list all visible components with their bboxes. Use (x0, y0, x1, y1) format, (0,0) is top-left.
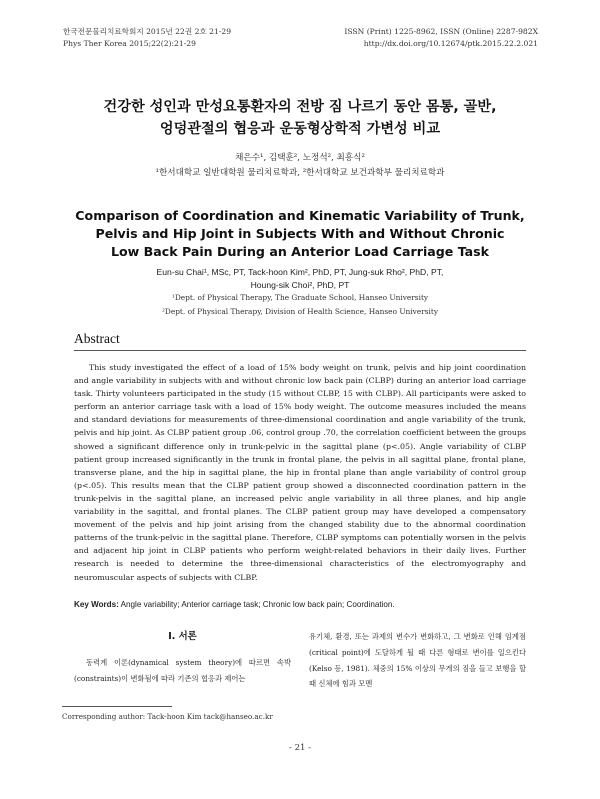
journal-citation-en: Phys Ther Korea 2015;22(2):21-29 (63, 39, 196, 48)
english-title-line: Comparison of Coordination and Kinematic Variability of Trunk, (75, 208, 525, 223)
english-authors-line: Houng-sik Choi², PhD, PT (250, 280, 350, 290)
english-authors-line: Eun-su Chai¹, MSc, PT, Tack-hoon Kim², PhD, PT, Jung-suk Rho², PhD, PT, (156, 267, 444, 277)
section-heading-introduction: Ⅰ. 서론 (168, 631, 197, 642)
journal-header-left (63, 26, 231, 50)
keywords-label: Key Words: (74, 600, 119, 609)
abstract-heading: Abstract (74, 331, 120, 346)
english-title-line: Pelvis and Hip Joint in Subjects With and Without Chronic (95, 226, 505, 241)
doi-link[interactable]: http://dx.doi.org/10.12674/ptk.2015.22.2.021 (363, 39, 538, 48)
corresponding-author-footnote: Corresponding author: Tack-hoon Kim tack@hanseo.ac.kr (62, 712, 273, 721)
affiliation-line: ²Dept. of Physical Therapy, Division of Health Science, Hanseo University (161, 307, 439, 316)
korean-author-block (40, 151, 560, 181)
keywords (74, 598, 526, 611)
intro-right-paragraph: 유기체, 환경, 또는 과제의 변수가 변화하고, 그 변화로 인해 임계점(critical point)에 도달하게 될 때 다른 형태로 변이를 일으킨다(Kelso 등, 1981). 체중의 15% 이상의 무게의 짐을 들고 보행을 할 때 신체에 힘과 모멘 (309, 632, 526, 689)
issn-text: ISSN (Print) 1225-8962, ISSN (Online) 2287-982X (344, 27, 538, 36)
page-number: - 21 - (289, 743, 311, 753)
affiliation-line: ¹Dept. of Physical Therapy, The Graduate School, Hanseo University (171, 293, 429, 302)
intro-left-paragraph: 동력계 이론(dynamical system theory)에 따르면 속박(constraints)이 변화됨에 따라 기존의 협응과 제어는 (74, 658, 291, 683)
korean-title-line: 건강한 성인과 만성요통환자의 전방 짐 나르기 동안 몸통, 골반, (103, 99, 497, 115)
english-authors (40, 266, 560, 292)
keywords-text: Angle variability; Anterior carriage task; Chronic low back pain; Coordination. (120, 600, 395, 609)
abstract-body: This study investigated the effect of a load of 15% body weight on trunk, pelvis and hip joint coordination and angle variability in subjects with and without chronic low back pain (CLBP) during an anterior load carriage task. Thirty volunteers participated in the study (15 without CLBP, 15 with CLBP). All participants were asked to perform an anterior carriage task with a load of 15% body weight. The outcome measures included the means and standard deviations for measurements of three-dimensional coordination and angle variability of the trunk, pelvis and hip joint. As CLBP patient group .06, control group .70, the correlation coefficient between the groups showed a significant difference only in trunk-pelvic in the sagittal plane (p<.05). Angle variability of CLBP patient group increased significantly in the trunk in frontal plane, the pelvis in all sagittal plane, frontal plane, transverse plane, and the hip in sagittal plane, the hip in frontal plane than angle variability of control group (p<.05). This results mean that the CLBP patient group showed a disconnected coordination pattern in the trunk-pelvis in the sagittal plane, an increased pelvic angle variability in all three planes, and hip angle variability in the sagittal, and frontal planes. The CLBP patient group may have developed a compensatory movement of the pelvis and hip joint arising from the changed stability due to the abnormal coordination patterns of the trunk-pelvic in the sagittal plane. Therefore, CLBP symptoms can potentially worsen in the pelvis and adjacent hip joint in CLBP patients who perform weight-related behaviors in their daily lives. Further research is needed to determine the three-dimensional characteristics of the electromyography and neuromuscular aspects of subjects with CLBP. (74, 363, 526, 582)
intro-left-column (74, 629, 291, 687)
korean-title (40, 96, 560, 140)
english-title (40, 207, 560, 261)
journal-header-right (344, 26, 538, 50)
english-affiliations (40, 291, 560, 319)
footnote-divider (62, 706, 172, 707)
korean-title-line: 엉덩관절의 협응과 운동형상학적 가변성 비교 (159, 121, 441, 137)
english-title-line: Low Back Pain During an Anterior Load Carriage Task (110, 244, 490, 259)
korean-affiliation: ¹한서대학교 일반대학원 물리치료학과, ²한서대학교 보건과학부 물리치료학과 (155, 168, 445, 178)
korean-authors: 채은수¹, 김택훈², 노정석², 최흥식² (235, 153, 365, 163)
abstract-divider (74, 350, 526, 351)
journal-citation-kr: 한국전문물리치료학회지 2015년 22권 2호 21-29 (63, 27, 232, 36)
